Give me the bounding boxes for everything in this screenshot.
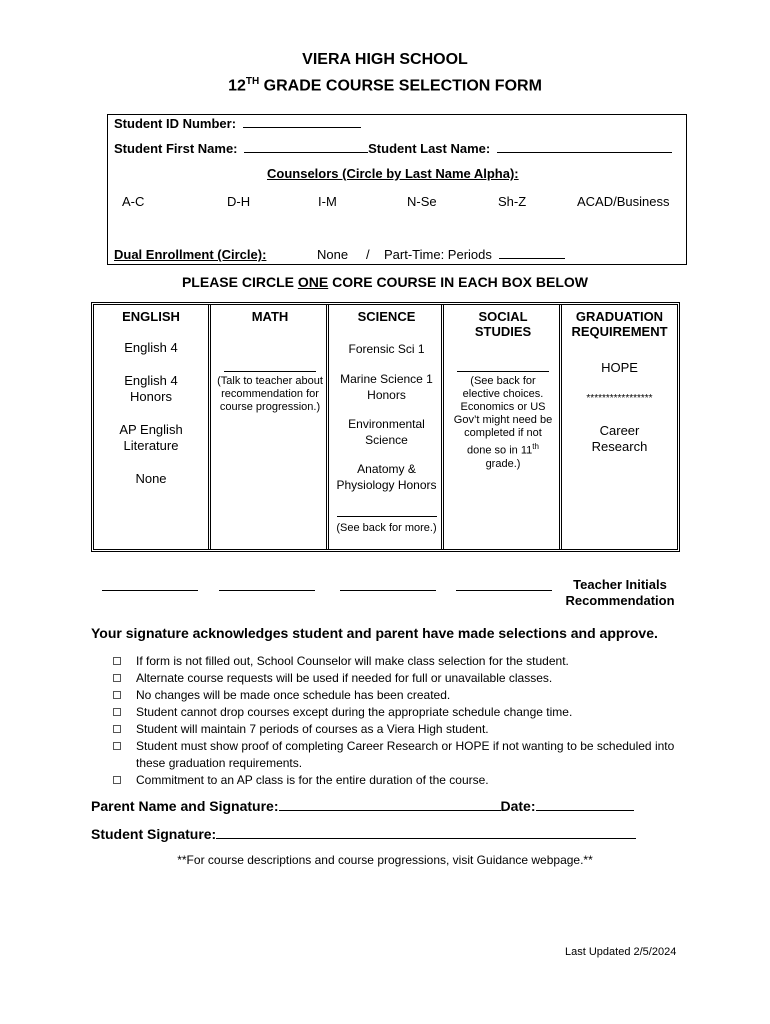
checkbox-icon <box>113 742 121 750</box>
date-field[interactable] <box>536 810 634 811</box>
science-option[interactable]: Anatomy & Physiology Honors <box>336 462 437 492</box>
english-option[interactable]: None <box>135 471 167 486</box>
student-id-field[interactable] <box>243 127 361 128</box>
science-entry-line[interactable] <box>337 516 437 517</box>
student-signature-field[interactable] <box>216 838 636 839</box>
english-option[interactable]: English 4 <box>124 340 178 355</box>
counselor-option[interactable]: N-Se <box>407 194 437 209</box>
science-entry-row <box>329 505 444 521</box>
student-id-label: Student ID Number: <box>114 116 237 131</box>
list-item <box>110 738 690 772</box>
checkbox-icon <box>113 776 121 784</box>
checkbox-icon <box>113 674 121 682</box>
graduation-header: GRADUATION REQUIREMENT <box>571 309 668 339</box>
english-header: ENGLISH <box>122 309 180 324</box>
list-item <box>110 653 690 670</box>
science-option[interactable]: Marine Science 1 Honors <box>340 372 433 402</box>
math-entry-line[interactable] <box>224 371 316 372</box>
counselor-option[interactable]: D-H <box>227 194 251 209</box>
last-updated: Last Updated 2/5/2024 <box>565 946 677 958</box>
social-studies-column <box>441 305 562 549</box>
student-signature-row <box>91 826 636 842</box>
student-info-box <box>107 114 687 265</box>
list-item <box>110 687 690 704</box>
school-title: VIERA HIGH SCHOOL <box>302 51 468 68</box>
career-research-option[interactable]: Career Research <box>591 423 648 454</box>
social-note-text: (See back for elective choices. Economics or US Gov’t might need be completed if not done so in 11 <box>453 375 553 457</box>
hope-option[interactable]: HOPE <box>601 360 638 375</box>
dual-parttime-row <box>384 247 565 262</box>
separator-stars: ***************** <box>586 393 653 404</box>
dual-separator: / <box>366 247 370 262</box>
dual-parttime-label[interactable]: Part-Time: Periods <box>384 247 492 262</box>
list-item <box>110 772 690 789</box>
graduation-column <box>559 305 677 549</box>
list-item-text: Student cannot drop courses except during the appropriate schedule change time. <box>136 705 573 719</box>
last-name-field[interactable] <box>497 152 672 153</box>
list-item-text: Student must show proof of completing Career Research or HOPE if not wanting to be scheduled into these graduation requirements. <box>136 739 675 770</box>
math-column <box>208 305 329 549</box>
form-title-rest: GRADE COURSE SELECTION FORM <box>259 77 542 95</box>
circle-instruction <box>0 274 770 290</box>
course-grid <box>91 302 680 552</box>
date-label: Date: <box>500 798 536 814</box>
counselors-label: Counselors (Circle by Last Name Alpha): <box>267 166 519 181</box>
counselor-option[interactable]: A-C <box>122 194 145 209</box>
math-header: MATH <box>251 309 289 324</box>
math-note: (Talk to teacher about recommendation for course progression.) <box>217 375 323 413</box>
last-name-label: Student Last Name: <box>368 141 491 156</box>
student-name-row <box>114 141 672 156</box>
list-item-text: No changes will be made once schedule has been created. <box>136 688 451 702</box>
first-name-field[interactable] <box>244 152 368 153</box>
list-item-text: Student will maintain 7 periods of courses as a Viera High student. <box>136 722 489 736</box>
english-option[interactable]: English 4 Honors <box>124 373 178 404</box>
student-id-row <box>114 116 361 131</box>
footnote: **For course descriptions and course progressions, visit Guidance webpage.** <box>177 853 593 867</box>
social-entry-line[interactable] <box>457 371 549 372</box>
grade-superscript: TH <box>245 76 260 87</box>
teacher-initials-label: Teacher Initials <box>573 577 667 592</box>
social-entry-row <box>444 360 562 376</box>
teacher-initials-line-science[interactable] <box>340 590 436 591</box>
social-studies-header: SOCIAL STUDIES <box>474 309 532 339</box>
checkbox-icon <box>113 691 121 699</box>
list-item <box>110 721 690 738</box>
english-column <box>94 305 208 549</box>
dual-enrollment-label: Dual Enrollment (Circle): <box>114 247 267 262</box>
list-item <box>110 670 690 687</box>
acknowledgement: Your signature acknowledges student and parent have made selections and approve. <box>91 625 658 641</box>
science-note: (See back for more.) <box>336 522 437 534</box>
teacher-initials-line-english[interactable] <box>102 590 198 591</box>
instruction-emphasis: ONE <box>297 274 329 290</box>
grade-number: 12 <box>228 77 246 95</box>
student-signature-label: Student Signature: <box>91 826 217 842</box>
science-header: SCIENCE <box>357 309 416 324</box>
checkbox-icon <box>113 657 121 665</box>
teacher-recommendation-label <box>562 577 678 609</box>
parent-signature-label: Parent Name and Signature: <box>91 798 279 814</box>
checkbox-icon <box>113 725 121 733</box>
math-entry-row <box>211 360 329 376</box>
parent-signature-row <box>91 798 634 814</box>
english-option[interactable]: AP English Literature <box>119 422 183 453</box>
parent-signature-field[interactable] <box>279 810 501 811</box>
teacher-initials-line-social[interactable] <box>456 590 552 591</box>
recommendation-label: Recommendation <box>565 593 675 608</box>
checkbox-icon <box>113 708 121 716</box>
science-option[interactable]: Environmental Science <box>348 417 425 447</box>
policy-list <box>110 653 690 789</box>
social-note-end: grade.) <box>485 457 521 470</box>
form-title <box>0 76 770 95</box>
list-item-text: Commitment to an AP class is for the entire duration of the course. <box>136 773 489 787</box>
periods-field[interactable] <box>499 258 565 259</box>
list-item-text: If form is not filled out, School Counselor will make class selection for the student. <box>136 654 569 668</box>
instruction-pre: PLEASE CIRCLE <box>181 274 298 290</box>
counselor-option[interactable]: Sh-Z <box>498 194 527 209</box>
first-name-label: Student First Name: <box>114 141 238 156</box>
teacher-initials-line-math[interactable] <box>219 590 315 591</box>
social-note-superscript: th <box>532 442 539 451</box>
social-studies-note <box>444 375 562 471</box>
instruction-post: CORE COURSE IN EACH BOX BELOW <box>328 274 589 290</box>
list-item <box>110 704 690 721</box>
list-item-text: Alternate course requests will be used if needed for full or unavailable classes. <box>136 671 553 685</box>
dual-none-option[interactable]: None <box>317 247 349 262</box>
counselor-option[interactable]: I-M <box>318 194 337 209</box>
counselor-option[interactable]: ACAD/Business <box>577 194 670 209</box>
science-option[interactable]: Forensic Sci 1 <box>348 342 425 356</box>
science-column <box>326 305 444 549</box>
